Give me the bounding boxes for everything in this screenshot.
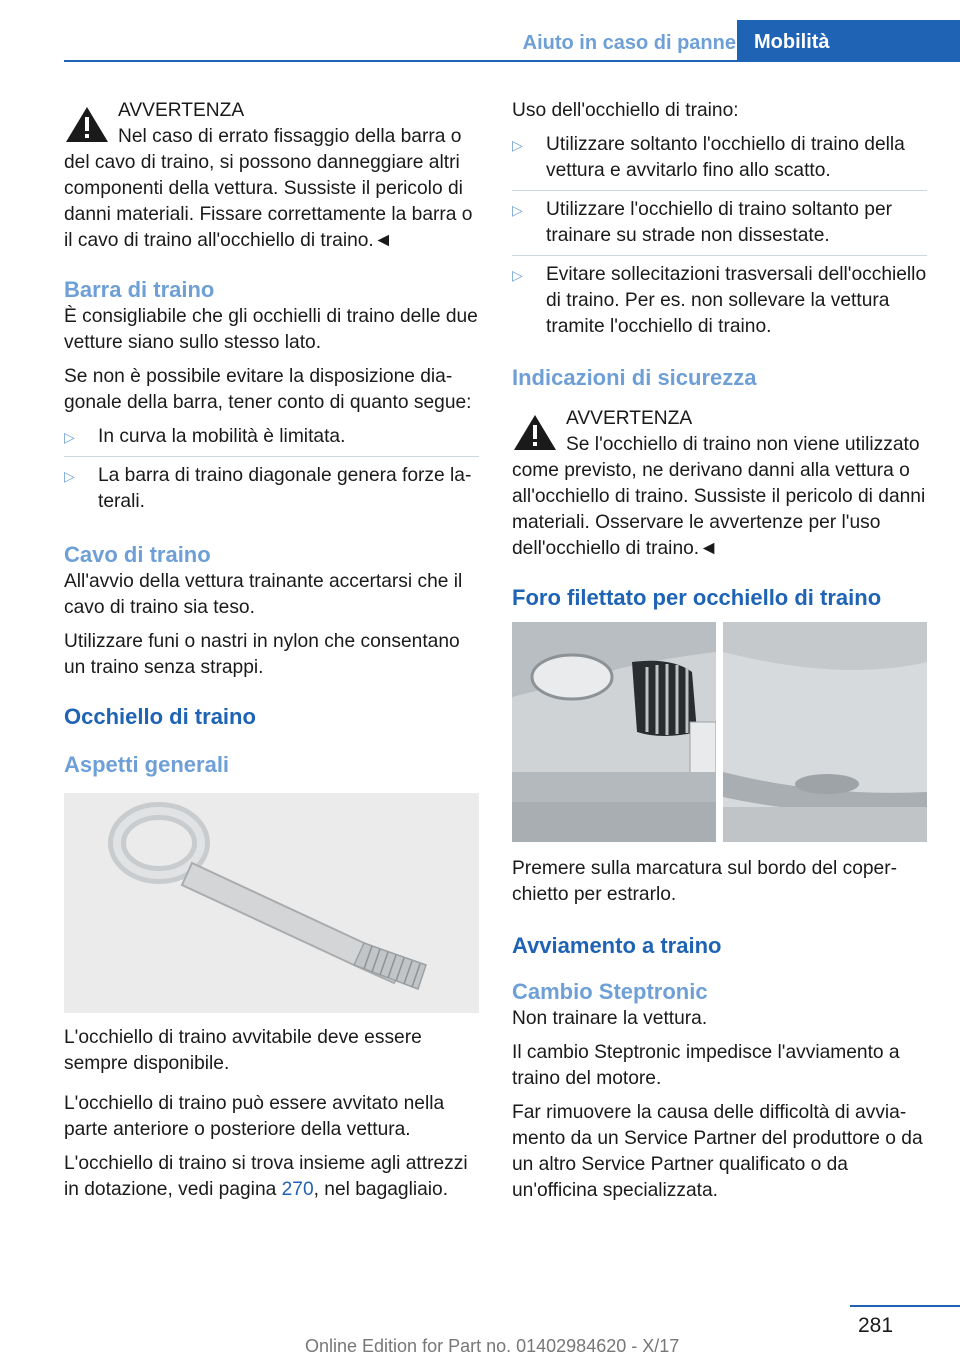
warning-title: AVVERTENZA: [118, 100, 245, 121]
triangle-bullet-icon: ▷: [64, 429, 75, 445]
warning-triangle-icon: [512, 412, 558, 452]
triangle-bullet-icon: ▷: [64, 468, 75, 484]
header-section-title: Aiuto in caso di panne: [522, 32, 736, 54]
warning-text: Se l'occhiello di traino non viene utilizzato come previsto, ne derivano danni alla vettura o all'occhiello di traino. Sussiste il pericolo di danni materiali. Osservare le avvertenze per l'uso dell'occhiello di traino.◄: [512, 434, 926, 559]
heading-foro-filettato: Foro filettato per occhiello di traino: [512, 585, 882, 610]
paragraph: L'occhiello di traino si trova insieme agli attrezzi in dotazione, vedi pagina 270, nel bagagliaio.: [64, 1153, 468, 1200]
paragraph: Uso dell'occhiello di traino:: [512, 100, 739, 121]
warning-triangle-icon: [64, 104, 110, 144]
heading-cavo-di-traino: Cavo di traino: [64, 542, 211, 567]
triangle-bullet-icon: ▷: [512, 137, 523, 153]
warning-box: [64, 98, 479, 254]
paragraph: Utilizzare funi o nastri in nylon che consentano un traino senza strappi.: [64, 631, 460, 678]
bullet-list: [64, 424, 479, 521]
list-item: ▷ In curva la mobilità è limitata.: [64, 424, 479, 457]
paragraph: È consigliabile che gli occhielli di traino delle due vetture siano sullo stesso lato.: [64, 306, 478, 353]
list-item: ▷ Utilizzare l'occhiello di traino soltanto per trainare su strade non dissestate.: [512, 197, 927, 256]
page-number-rule: [850, 1305, 960, 1307]
list-item: ▷ Evitare sollecitazioni trasversali dell'occhiello di traino. Per es. non sollevare la vettura tramite l'occhiello di traino.: [512, 264, 927, 337]
paragraph: All'avvio della vettura trainante accertarsi che il cavo di traino sia teso.: [64, 571, 463, 618]
paragraph: L'occhiello di traino avvitabile deve essere sempre disponibile.: [64, 1027, 422, 1074]
heading-occhiello-di-traino: Occhiello di traino: [64, 704, 256, 729]
heading-avviamento-a-traino: Avviamento a traino: [512, 933, 722, 958]
bullet-list: [512, 132, 927, 346]
heading-barra-di-traino: Barra di traino: [64, 277, 215, 302]
page-reference-link[interactable]: 270: [281, 1179, 314, 1200]
triangle-bullet-icon: ▷: [512, 267, 523, 283]
warning-box: [512, 406, 927, 562]
left-column: [64, 98, 479, 1211]
heading-indicazioni-di-sicurezza: Indicazioni di sicurezza: [512, 365, 757, 390]
paragraph: Il cambio Steptronic impedisce l'avviamento a traino del motore.: [512, 1042, 900, 1089]
paragraph: Far rimuovere la causa delle difficoltà di avviamento da un Service Partner del produttore o da un altro Service Partner qualificato o da un'officina specializzata.: [512, 1102, 923, 1201]
paragraph: Non trainare la vettura.: [512, 1008, 708, 1029]
footer-edition: Online Edition for Part no. 01402984620 - X/17: [305, 1336, 680, 1356]
page-number: 281: [858, 1314, 894, 1337]
list-item: ▷ La barra di traino diagonale genera forze laterali.: [64, 465, 472, 512]
car-bumper-image: [512, 622, 927, 842]
heading-aspetti-generali: Aspetti generali: [64, 752, 230, 777]
paragraph: Se non è possibile evitare la disposizione diagonale della barra, tener conto di quanto segue:: [64, 366, 472, 413]
tow-hook-image: [64, 793, 479, 1013]
right-column: [512, 98, 927, 1212]
paragraph: L'occhiello di traino può essere avvitato nella parte anteriore o posteriore della vettura.: [64, 1093, 445, 1140]
paragraph: Premere sulla marcatura sul bordo del coperchietto per estrarlo.: [512, 858, 897, 905]
header-rule: [64, 60, 960, 62]
list-item: ▷ Utilizzare soltanto l'occhiello di traino della vettura e avvitarlo fino allo scatto.: [512, 132, 927, 191]
heading-cambio-steptronic: Cambio Steptronic: [512, 979, 708, 1004]
warning-text: Nel caso di errato fissaggio della barra o del cavo di traino, si possono danneggiare altri componenti della vettura. Sussiste il pericolo di danni materiali. Fissare correttamente la barra o il cavo di traino all'occhiello di traino.◄: [64, 126, 473, 251]
header-chapter-tab[interactable]: Mobilità: [737, 20, 960, 62]
warning-title: AVVERTENZA: [566, 408, 693, 429]
triangle-bullet-icon: ▷: [512, 202, 523, 218]
